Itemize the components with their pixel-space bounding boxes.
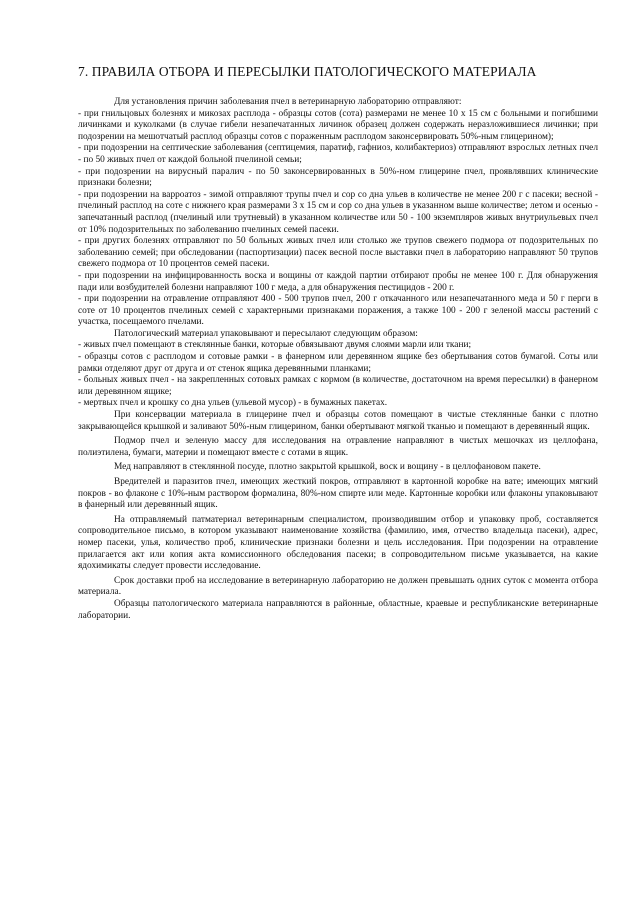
section-title: 7. ПРАВИЛА ОТБОРА И ПЕРЕСЫЛКИ ПАТОЛОГИЧЕСКОГО МАТЕРИАЛА — [78, 64, 537, 79]
document-body — [78, 97, 598, 622]
paragraph: - при подозрении на инфицированность воска и вощины от каждой партии отбирают пробы не менее 100 г. Для обнаружения пади или возбудителей болезни направляют 100 г меда, а для обнаружения пестицидов - 200 г. — [78, 270, 598, 293]
paragraph: Срок доставки проб на исследование в ветеринарную лабораторию не должен превышать одних суток с момента отбора материала. — [78, 575, 598, 598]
paragraph: Подмор пчел и зеленую массу для исследования на отравление направляют в чистых мешочках из целлофана, полиэтилена, бумаги, материи и помещают вместе с сотами в ящик. — [78, 436, 598, 458]
paragraph: - при гнильцовых болезнях и микозах расплода - образцы сотов (сота) размерами не менее 10 х 15 см с больными и погибшими личинками и куколками (в случае гибели незапечатанных личинок образец должен содержать неразложившиеся личинки; при подозрении на мешотчатый расплод образцы сотов с пораженным расплодом законсервировать 50%-ным глицерином); — [78, 108, 598, 142]
paragraph: Мед направляют в стеклянной посуде, плотно закрытой крышкой, воск и вощину - в целлофановом пакете. — [114, 462, 541, 473]
paragraph: - больных живых пчел - на закрепленных сотовых рамках с кормом (в количестве, достаточном на время пересылки) в фанерном или деревянном ящике; — [78, 375, 598, 397]
paragraph: - при подозрении на вирусный паралич - по 50 законсервированных в 50%-ном глицерине пчел, проявлявших клинические признаки болезни; — [78, 166, 598, 189]
paragraph: - живых пчел помещают в стеклянные банки, которые обвязывают двумя слоями марли или ткани; — [78, 340, 472, 351]
paragraph: - при подозрении на варроатоз - зимой отправляют трупы пчел и сор со дна ульев в количестве не менее 200 г с пасеки; весной - пчелиный расплод на соте с нижнего края размерами 3 х 15 см и сор со дна ульев в указанном выше количестве; летом и осенью - запечатанный расплод (пчелиный или трутневый) в указанном количестве или 50 - 100 экземпляров живых внутриульевых пчел от 10% подозрительных по заболеванию пчелиных семей пасеки. — [78, 189, 598, 235]
paragraph: На отправляемый патматериал ветеринарным специалистом, производившим отбор и упаковку проб, составляется сопроводительное письмо, в котором указывают наименование хозяйства (фамилию, имя, отчество владельца пасеки), адрес, номер пасеки, улья, количество проб, клинические признаки болезни и цель исследования. При подозрении на отравление прилагается акт или копия акта комиссионного обследования пасеки; в сопроводительном письме указывается, на какие ядохимикаты следует провести исследование. — [78, 514, 598, 572]
paragraph: - мертвых пчел и крошку со дна ульев (ульевой мусор) - в бумажных пакетах. — [78, 398, 388, 409]
paragraph: - при подозрении на септические заболевания (септицемия, паратиф, гафниоз, колибактериоз) отправляют взрослых летных пчел - по 50 живых пчел от каждой больной пчелиной семьи; — [78, 143, 598, 165]
paragraph: Образцы патологического материала направляются в районные, областные, краевые и республиканские ветеринарные лаборатории. — [78, 598, 598, 621]
paragraph: - при других болезнях отправляют по 50 больных живых пчел или столько же трупов свежего подмора от подозрительных по заболеванию семей; при обследовании (паспортизации) пасек весной после выставки пчел в лабораторию направляют 50 трупов свежего подмора от 10 процентов семей пасеки. — [78, 236, 598, 270]
paragraph: Вредителей и паразитов пчел, имеющих жесткий покров, отправляют в картонной коробке на вате; имеющих мягкий покров - во флаконе с 10%-ным раствором формалина, 80%-ном спирте или меде. Картонные коробки или флаконы упаковывают в фанерный или деревянный ящик. — [78, 477, 598, 511]
paragraph: - при подозрении на отравление отправляют 400 - 500 трупов пчел, 200 г откачанного или незапечатанного меда и 50 г перги в соте от 10 процентов пчелиных семей с характерными признаками поражения, а также 100 - 200 г зеленой массы растений с участка, посещаемого пчелами. — [78, 294, 598, 328]
paragraph: - образцы сотов с расплодом и сотовые рамки - в фанерном или деревянном ящике без обертывания сотов бумагой. Соты или рамки отделяют друг от друга и от стенок ящика деревянными планками; — [78, 352, 598, 374]
paragraph: При консервации материала в глицерине пчел и образцы сотов помещают в чистые стеклянные банки с плотно закрывающейся крышкой и заливают 50%-ным глицерином, банки обертывают мягкой тканью и помещают в деревянный ящик. — [78, 410, 598, 432]
paragraph: Патологический материал упаковывают и пересылают следующим образом: — [114, 328, 418, 339]
paragraph: Для установления причин заболевания пчел в ветеринарную лабораторию отправляют: — [114, 97, 462, 107]
